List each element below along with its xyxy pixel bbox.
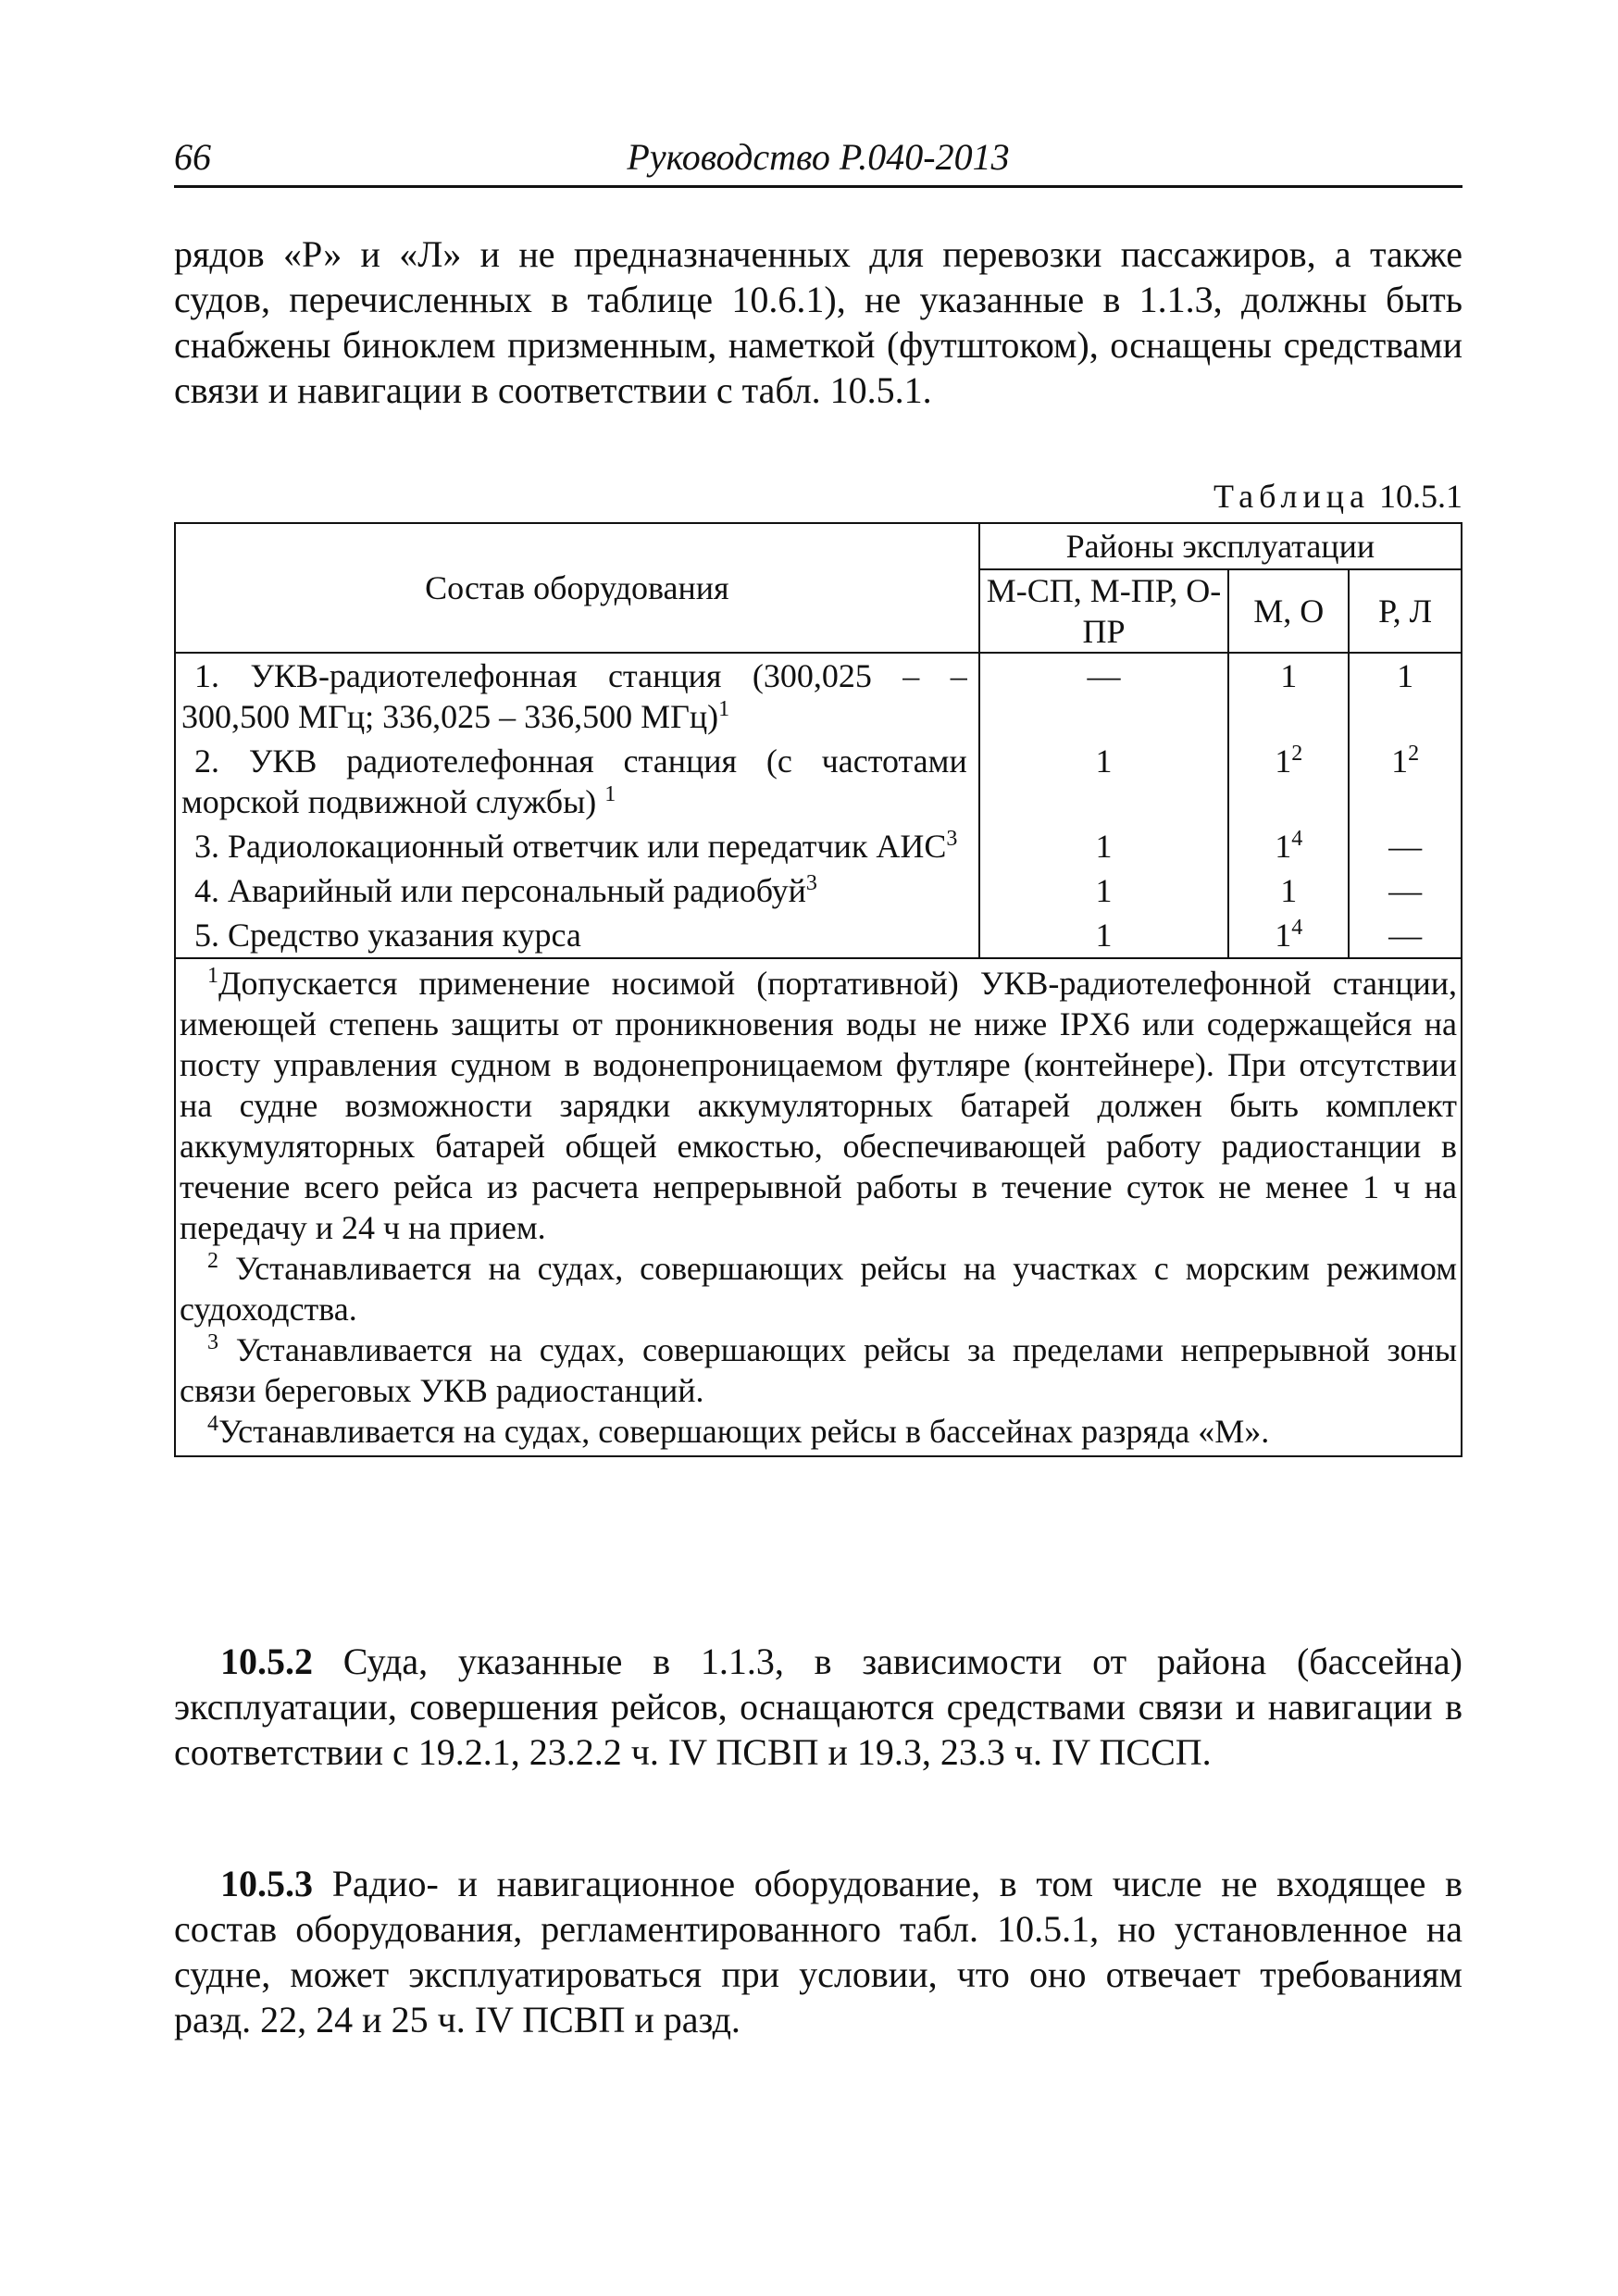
value-col-c: —: [1349, 824, 1462, 868]
value-col-c: —: [1349, 868, 1462, 913]
value-col-a: —: [979, 653, 1229, 739]
section-number: 10.5.2: [220, 1641, 313, 1682]
value-col-c: $1^2$: [1349, 739, 1462, 824]
header-operation-areas: Районы эксплуатации: [979, 523, 1462, 569]
paragraph-text: Радио- и навигационное оборудование, в том числе не входящее в состав оборудования, регламентированного табл. 10.5.1, но установленное на судне, может эксплуатироваться при условии, что оно отвечает требованиям разд. 22, 24 и 25 ч. IV ПСВП и разд.: [174, 1863, 1463, 2040]
header-col-b: М, О: [1228, 569, 1349, 653]
value-col-a: 1: [979, 739, 1229, 824]
value-col-a: 1: [979, 913, 1229, 958]
table-caption: [1214, 477, 1462, 516]
page-number: 66: [174, 136, 211, 178]
value-col-b: 1: [1228, 868, 1349, 913]
intro-paragraph: рядов «Р» и «Л» и не предназначенных для перевозки пассажиров, а также судов, перечисленных в таблице 10.6.1), не указанные в 1.1.3, должны быть снабжены биноклем призменным, наметкой (футштоком), оснащены средствами связи и навигации в соответствии с табл. 10.5.1.: [174, 233, 1462, 411]
table-notes-row: [175, 958, 1462, 1456]
footnote: $^1$Допускается применение носимой (портативной) УКВ-радиотелефонной станции, имеющей степень защиты от проникновения воды не ниже IPX6 или содержащейся на посту управления судном в водонепроницаемом футляре (контейнере). При отсутствии на судне возможности зарядки аккумуляторных батарей должен быть комплект аккумуляторных батарей общей емкостью, обеспечивающей работу радиостанции в течение всего рейса из расчета непрерывной работы в течение суток не менее 1 ч на передачу и 24 ч на прием.: [180, 964, 1457, 1246]
value-col-b: $1^2$: [1228, 739, 1349, 824]
header-col-c: Р, Л: [1349, 569, 1462, 653]
value-col-b: $1^4$: [1228, 824, 1349, 868]
running-title: Руководство Р.040-2013: [627, 136, 1010, 178]
equipment-name: 1. УКВ-радиотелефонная станция (300,025 – – 300,500 МГц; 336,025 – 336,500 МГц)$^1$: [175, 653, 979, 739]
table-row: [175, 913, 1462, 958]
table-row: [175, 868, 1462, 913]
equipment-name: 2. УКВ радиотелефонная станция (с частотами морской подвижной службы) $^1$: [175, 739, 979, 824]
table-notes: [175, 958, 1462, 1456]
paragraph-10-5-3: [174, 1861, 1462, 2042]
table-row: [175, 739, 1462, 824]
page-header: [174, 130, 1462, 188]
value-col-c: —: [1349, 913, 1462, 958]
table-caption-word: Таблица: [1214, 478, 1370, 515]
table-row: [175, 653, 1462, 739]
equipment-name: 4. Аварийный или персональный радиобуй$^3$: [175, 868, 979, 913]
paragraph-text: Суда, указанные в 1.1.3, в зависимости от района (бассейна) эксплуатации, совершения рейсов, оснащаются средствами связи и навигации в соответствии с 19.2.1, 23.2.2 ч. IV ПСВП и 19.3, 23.3 ч. IV ПССП.: [174, 1641, 1463, 1773]
equipment-name: 5. Средство указания курса: [175, 913, 979, 958]
value-col-a: 1: [979, 868, 1229, 913]
value-col-c: 1: [1349, 653, 1462, 739]
equipment-table: [174, 522, 1462, 1457]
equipment-name: 3. Радиолокационный ответчик или передатчик АИС$^3$: [175, 824, 979, 868]
value-col-b: 1: [1228, 653, 1349, 739]
section-number: 10.5.3: [220, 1863, 313, 1904]
footnote: $^3$ Устанавливается на судах, совершающих рейсы за пределами непрерывной зоны связи береговых УКВ радиостанций.: [180, 1330, 1458, 1409]
table-caption-number: 10.5.1: [1379, 478, 1462, 515]
footnote: $^2$ Устанавливается на судах, совершающих рейсы на участках с морским режимом судоходства.: [180, 1249, 1457, 1328]
header-col-a: М-СП, М-ПР, О-ПР: [979, 569, 1229, 653]
table-row: [175, 824, 1462, 868]
footnote: $^4$Устанавливается на судах, совершающих рейсы в бассейнах разряда «М».: [207, 1412, 1270, 1450]
value-col-b: $1^4$: [1228, 913, 1349, 958]
value-col-a: 1: [979, 824, 1229, 868]
header-equipment: Состав оборудования: [175, 523, 979, 653]
paragraph-10-5-2: [174, 1639, 1462, 1775]
